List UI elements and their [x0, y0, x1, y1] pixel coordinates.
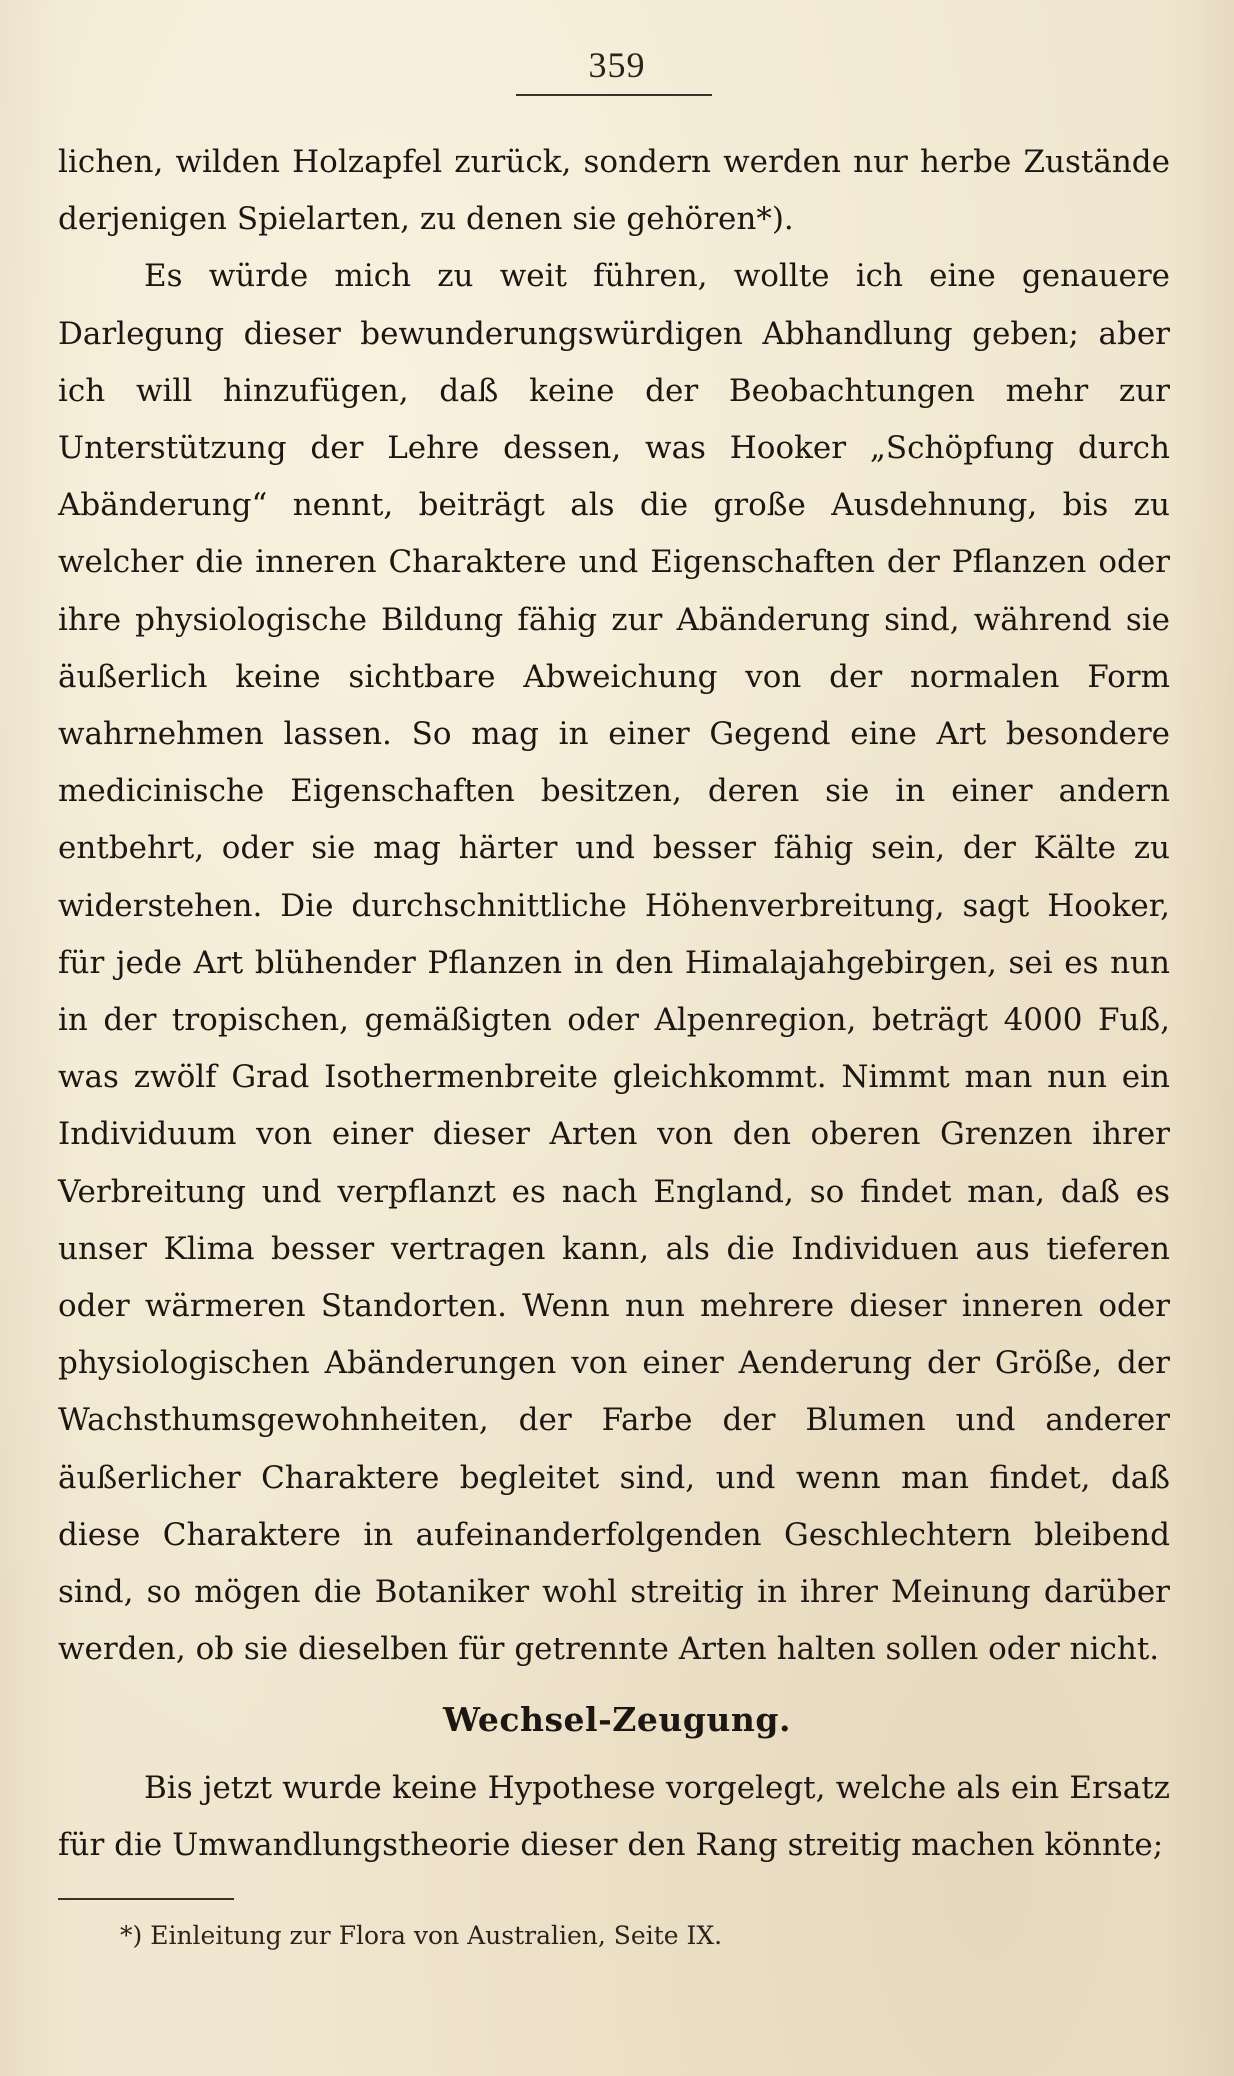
paragraph-continuation: lichen, wilden Holzapfel zurück, sondern werden nur herbe Zustände derjenigen Spielarten, zu denen sie gehören*). — [58, 144, 1170, 238]
paragraph: Bis jetzt wurde keine Hypothese vorgelegt, welche als ein Ersatz für die Umwandlungstheorie dieser den Rang streitig machen könnte; — [58, 1770, 1170, 1864]
footnote-rule — [58, 1898, 234, 1900]
header-rule — [516, 94, 712, 96]
body-text — [58, 134, 1170, 1678]
paragraph: Es würde mich zu weit führen, wollte ich eine genauere Darlegung dieser bewunderungswürdigen Abhandlung geben; aber ich will hinzufügen, daß keine der Beobachtungen mehr zur Unterstützung der Lehre dessen, was Hooker „Schöpfung durch Abänderung“ nennt, beiträgt als die große Ausdehnung, bis zu welcher die inneren Charaktere und Eigenschaften der Pflanzen oder ihre physiologische Bildung fähig zur Abänderung sind, während sie äußerlich keine sichtbare Abweichung von der normalen Form wahrnehmen lassen. So mag in einer Gegend eine Art besondere medicinische Eigenschaften besitzen, deren sie in einer andern entbehrt, oder sie mag härter und besser fähig sein, der Kälte zu widerstehen. Die durchschnittliche Höhenverbreitung, sagt Hooker, für jede Art blühender Pflanzen in den Himalajahgebirgen, sei es nun in der tropischen, gemäßigten oder Alpenregion, beträgt 4000 Fuß, was zwölf Grad Isothermenbreite gleichkommt. Nimmt man nun ein Individuum von einer dieser Arten von den oberen Grenzen ihrer Verbreitung und verpflanzt es nach England, so findet man, daß es unser Klima besser vertragen kann, als die Individuen aus tieferen oder wärmeren Standorten. Wenn nun mehrere dieser inneren oder physiologischen Abänderungen von einer Aenderung der Größe, der Wachsthumsgewohnheiten, der Farbe der Blumen und anderer äußerlicher Charaktere begleitet sind, und wenn man findet, daß diese Charaktere in aufeinanderfolgenden Geschlechtern bleibend sind, so mögen die Botaniker wohl streitig in ihrer Meinung darüber werden, ob sie dieselben für getrennte Arten halten sollen oder nicht. — [58, 258, 1170, 1668]
section-body-text — [58, 1760, 1170, 1874]
footnote: *) Einleitung zur Flora von Australien, Seite IX. — [120, 1921, 723, 1950]
section-heading: Wechsel-Zeugung. — [443, 1700, 791, 1739]
page-number: 359 — [588, 45, 646, 85]
